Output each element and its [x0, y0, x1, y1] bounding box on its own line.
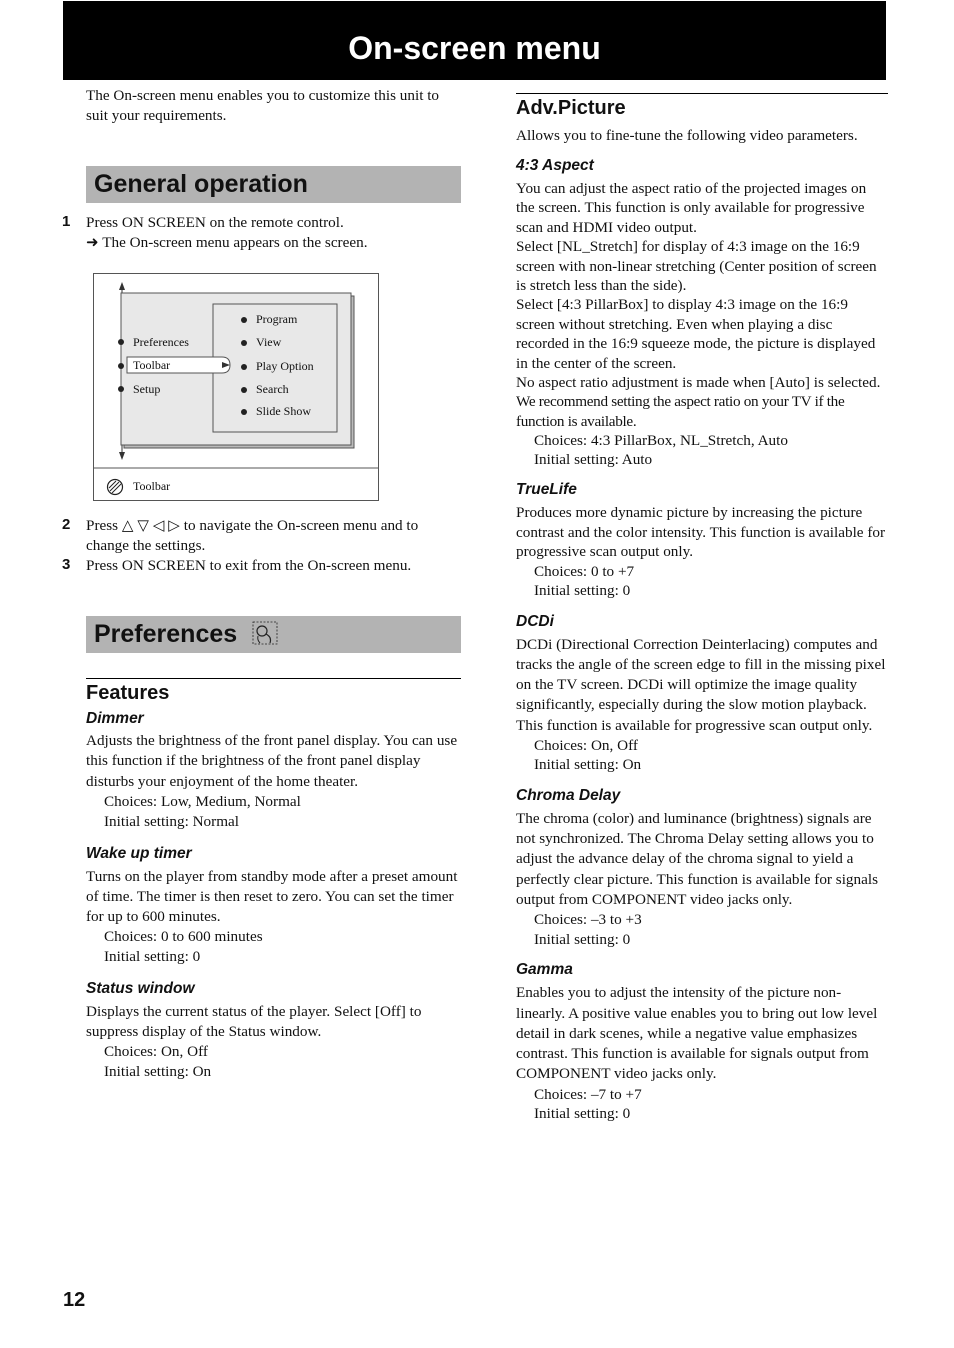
preferences-icon — [252, 621, 278, 645]
aspect-heading: 4:3 Aspect — [516, 157, 594, 174]
diagram-item-preferences: Preferences — [133, 335, 189, 349]
aspect-p3: Select [4:3 PillarBox] to display 4:3 image on the 16:9 screen without stretching. Even when playing a disc recorded in the 16:9 squeeze mode, the picture is displayed in the center of the screen. — [516, 296, 876, 372]
aspect-initial: Initial setting: Auto — [534, 451, 653, 469]
aspect-p4: No aspect ratio adjustment is made when [Auto] is selected. — [516, 374, 881, 392]
preferences-heading-text: Preferences — [94, 620, 238, 648]
dimmer-choices: Choices: Low, Medium, Normal — [104, 793, 301, 811]
dcdi-initial: Initial setting: On — [534, 756, 642, 774]
dimmer-text: Adjusts the brightness of the front panel display. You can use this function if the brightness of the front panel display disturbs your enjoyment of the home theater. — [86, 732, 458, 790]
step-1 — [62, 213, 461, 253]
chroma-heading: Chroma Delay — [516, 786, 621, 804]
adv-picture-intro: Allows you to fine-tune the following video parameters. — [516, 127, 858, 144]
wakeup-heading: Wake up timer — [86, 845, 192, 863]
left-column-lower — [62, 516, 461, 1082]
gamma-initial: Initial setting: 0 — [534, 1105, 631, 1123]
step-3 — [62, 556, 461, 576]
adv-picture-heading: Adv.Picture — [516, 93, 888, 120]
gamma-heading: Gamma — [516, 961, 573, 979]
general-operation-heading: General operation — [86, 166, 461, 203]
preferences-heading — [86, 616, 461, 653]
aspect-choices: Choices: 4:3 PillarBox, NL_Stretch, Auto — [534, 432, 788, 450]
diagram-subitem-search: Search — [256, 382, 289, 396]
step-3-text: Press ON SCREEN to exit from the On-screen menu. — [86, 557, 412, 574]
step-2 — [62, 516, 461, 556]
diagram-bullet — [241, 317, 247, 323]
wakeup-choices: Choices: 0 to 600 minutes — [104, 928, 263, 946]
status-text: Displays the current status of the player. Select [Off] to suppress display of the Status window. — [86, 1003, 422, 1041]
wakeup-text: Turns on the player from standby mode after a preset amount of time. The timer is then reset to zero. You can set the timer for up to 600 minutes. — [86, 868, 458, 926]
toolbar-icon — [106, 478, 124, 496]
page-title: On-screen menu — [348, 30, 601, 66]
dimmer-heading: Dimmer — [86, 710, 144, 727]
diagram-bullet — [241, 409, 247, 415]
status-choices: Choices: On, Off — [104, 1043, 208, 1061]
dcdi-heading: DCDi — [516, 612, 554, 630]
step-1-result: ➜ The On-screen menu appears on the screen. — [86, 234, 368, 251]
diagram-bullet — [241, 340, 247, 346]
page-number: 12 — [63, 1289, 86, 1311]
dcdi-text: DCDi (Directional Correction Deinterlacing) computes and tracks the angle of the screen edge to fill in the missing pixel on the TV screen. DCDi will optimize the image quality significantly, especially during the slow motion playback. This function is available for progressive scan output only. — [516, 635, 886, 734]
step-2-text: Press △ ▽ ◁ ▷ to navigate the On-screen menu and to change the settings. — [86, 517, 419, 554]
chroma-choices: Choices: –3 to +3 — [534, 911, 642, 929]
intro-text: The On-screen menu enables you to customize this unit to suit your requirements. — [86, 87, 440, 124]
gamma-choices: Choices: –7 to +7 — [534, 1085, 642, 1103]
diagram-footer-label: Toolbar — [133, 479, 171, 493]
wakeup-initial: Initial setting: 0 — [104, 948, 201, 966]
diagram-subitem-view: View — [256, 335, 282, 349]
step-1-number: 1 — [62, 213, 71, 230]
diagram-bullet — [241, 364, 247, 370]
left-column — [62, 86, 461, 253]
right-column — [516, 93, 888, 1124]
aspect-p5: We recommend setting the aspect ratio on your TV if the function is available. — [516, 393, 845, 430]
chroma-initial: Initial setting: 0 — [534, 930, 631, 948]
gamma-text: Enables you to adjust the intensity of the picture non-linearly. A positive value enables you to bring out low level detail in dark scenes, while a negative value emphasizes contrast. This function is available for signals output from COMPONENT video jacks only. — [516, 984, 878, 1083]
diagram-item-setup: Setup — [133, 382, 161, 396]
step-1-text: Press ON SCREEN on the remote control. — [86, 214, 344, 231]
diagram-item-toolbar: Toolbar — [133, 358, 171, 372]
step-2-number: 2 — [62, 516, 71, 533]
dimmer-initial: Initial setting: Normal — [104, 813, 239, 831]
diagram-subitem-play-option: Play Option — [256, 359, 314, 373]
diagram-bullet — [241, 387, 247, 393]
aspect-p2: Select [NL_Stretch] for display of 4:3 image on the 16:9 screen with non-linear stretching (Center position of screen is stretch less than the side). — [516, 238, 877, 295]
features-heading: Features — [86, 678, 461, 705]
diagram-subitem-program: Program — [256, 312, 298, 326]
step-3-number: 3 — [62, 556, 71, 573]
truelife-choices: Choices: 0 to +7 — [534, 562, 635, 580]
onscreen-menu-diagram — [93, 273, 379, 501]
aspect-p1: You can adjust the aspect ratio of the projected images on the screen. This function is only available for progressive scan and HDMI video output. — [516, 180, 867, 236]
status-initial: Initial setting: On — [104, 1063, 212, 1081]
dcdi-choices: Choices: On, Off — [534, 736, 638, 754]
diagram-bullet — [118, 386, 124, 392]
status-heading: Status window — [86, 980, 195, 998]
truelife-heading: TrueLife — [516, 481, 577, 499]
chroma-text: The chroma (color) and luminance (brightness) signals are not synchronized. The Chroma Delay setting allows you to adjust the advance delay of the chroma signal to yield a perfectly clear picture. This function is available for signals output from COMPONENT video jacks only. — [516, 809, 878, 908]
title-bar — [63, 1, 886, 80]
truelife-initial: Initial setting: 0 — [534, 582, 631, 600]
diagram-bullet — [118, 363, 124, 369]
diagram-subitem-slide-show: Slide Show — [256, 404, 312, 418]
diagram-bullet — [118, 339, 124, 345]
truelife-text: Produces more dynamic picture by increasing the picture contrast and the color intensity. This function is available for progressive scan output only. — [516, 504, 886, 561]
